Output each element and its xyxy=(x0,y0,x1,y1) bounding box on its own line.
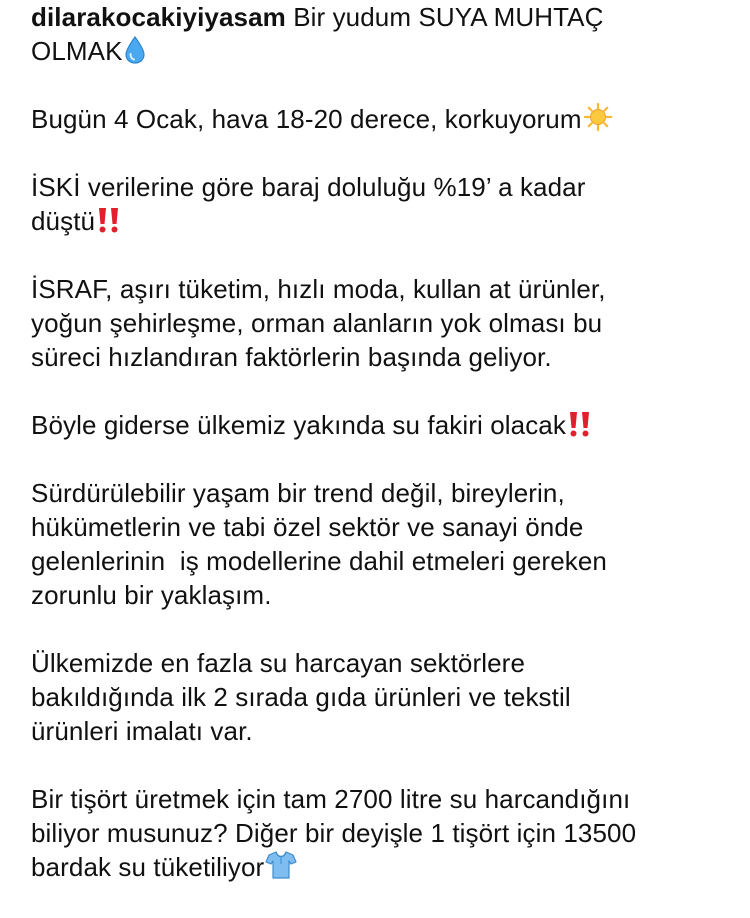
paragraph-line xyxy=(31,170,731,204)
title-text-1: Bir yudum SUYA MUHTAÇ xyxy=(293,2,604,32)
caption-title xyxy=(31,0,731,68)
paragraph xyxy=(31,102,731,136)
paragraph-line xyxy=(31,816,731,850)
tshirt-emoji-icon xyxy=(265,850,297,880)
title-text-2: OLMAK xyxy=(31,36,123,66)
paragraph xyxy=(31,782,731,884)
paragraph-line xyxy=(31,408,731,442)
paragraph-line xyxy=(31,782,731,816)
sun-emoji-icon xyxy=(583,102,613,132)
paragraph-line xyxy=(31,646,731,680)
post-caption xyxy=(31,0,731,918)
paragraph-line xyxy=(31,340,731,374)
paragraph-line xyxy=(31,102,731,136)
paragraph-line xyxy=(31,544,731,578)
paragraph-text: ürünleri imalatı var. xyxy=(31,716,253,746)
paragraph-text: düştü xyxy=(31,206,96,236)
caption-title-line-1 xyxy=(31,0,731,34)
paragraph xyxy=(31,272,731,374)
paragraph-line xyxy=(31,680,731,714)
double-exclamation-icon xyxy=(96,206,122,234)
paragraph-text: Bugün 4 Ocak, hava 18-20 derece, korkuyorum xyxy=(31,104,582,134)
paragraph-text: İSRAF, aşırı tüketim, hızlı moda, kullan at ürünler, xyxy=(31,274,606,304)
paragraph-line xyxy=(31,272,731,306)
username-link[interactable]: dilarakocakiyiyasam xyxy=(31,2,286,32)
paragraph-line xyxy=(31,476,731,510)
paragraph xyxy=(31,170,731,238)
paragraph-text: yoğun şehirleşme, orman alanların yok olması bu xyxy=(31,308,603,338)
paragraph-text: hükümetlerin ve tabi özel sektör ve sanayi önde xyxy=(31,512,584,542)
paragraph-line xyxy=(31,714,731,748)
paragraph-text: Böyle giderse ülkemiz yakında su fakiri olacak xyxy=(31,410,566,440)
paragraph-text: Sürdürülebilir yaşam bir trend değil, bireylerin, xyxy=(31,478,565,508)
paragraph-line xyxy=(31,850,731,884)
paragraph-line xyxy=(31,306,731,340)
double-exclamation-icon xyxy=(567,410,593,438)
paragraph-text: İSKİ verilerine göre baraj doluluğu %19’ a kadar xyxy=(31,172,586,202)
paragraph-text: süreci hızlandıran faktörlerin başında geliyor. xyxy=(31,342,552,372)
paragraph-line xyxy=(31,578,731,612)
paragraph-text: Bir tişört üretmek için tam 2700 litre su harcandığını xyxy=(31,784,631,814)
paragraph-text: bardak su tüketiliyor xyxy=(31,852,265,882)
paragraph-text: zorunlu bir yaklaşım. xyxy=(31,580,272,610)
paragraph-text: Ülkemizde en fazla su harcayan sektörlere xyxy=(31,648,525,678)
paragraph-text: gelenlerinin iş modellerine dahil etmeleri gereken xyxy=(31,546,607,576)
paragraph-text: biliyor musunuz? Diğer bir deyişle 1 tişört için 13500 xyxy=(31,818,637,848)
paragraph-line xyxy=(31,510,731,544)
caption-title-line-2 xyxy=(31,34,731,68)
paragraph xyxy=(31,476,731,612)
paragraph xyxy=(31,408,731,442)
paragraph-line xyxy=(31,204,731,238)
paragraph xyxy=(31,646,731,748)
water-drop-emoji-icon xyxy=(124,36,146,64)
paragraph-text: bakıldığında ilk 2 sırada gıda ürünleri ve tekstil xyxy=(31,682,571,712)
